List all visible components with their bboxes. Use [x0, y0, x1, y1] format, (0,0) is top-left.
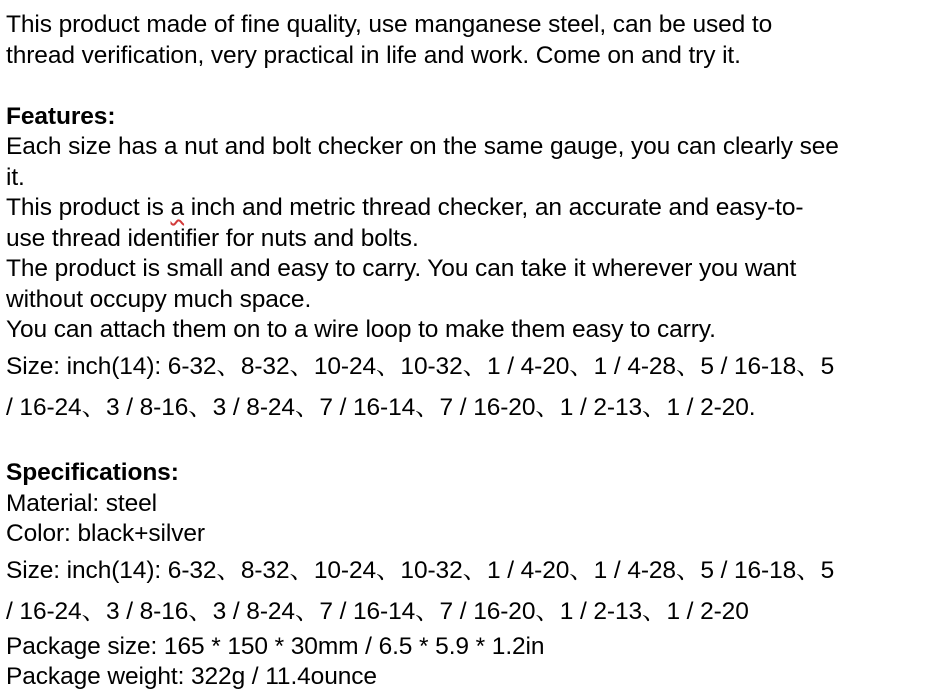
feature-size-line: Size: inch(14): 6-32、8-32、10-24、10-32、1 / 4-20、1 / 4-28、5 / 16-18、5: [6, 352, 835, 380]
intro-line-1: This product made of fine quality, use manganese steel, can be used to: [6, 11, 773, 38]
paragraph-gap: [6, 428, 938, 459]
spec-size-line: Size: inch(14): 6-32、8-32、10-24、10-32、1 / 4-20、1 / 4-28、5 / 16-18、5: [6, 556, 835, 584]
intro-line-2: thread verification, very practical in life and work. Come on and try it.: [6, 41, 741, 69]
spellcheck-flagged-word[interactable]: a: [170, 194, 185, 221]
feature-line: You can attach them on to a wire loop to make them easy to carry.: [6, 316, 716, 343]
spec-material: Material: steel: [6, 489, 158, 517]
feature-line: without occupy much space.: [6, 285, 312, 313]
feature-line: Each size has a nut and bolt checker on the same gauge, you can clearly see: [6, 133, 839, 160]
features-heading: Features:: [6, 102, 116, 130]
feature-line: it.: [6, 163, 25, 191]
spec-package-size: Package size: 165 * 150 * 30mm / 6.5 * 5.9 * 1.2in: [6, 632, 545, 660]
feature-line: The product is small and easy to carry. You can take it wherever you want: [6, 255, 797, 282]
spec-size-line: / 16-24、3 / 8-16、3 / 8-24、7 / 16-14、7 / 16-20、1 / 2-13、1 / 2-20: [6, 597, 749, 625]
feature-size-line: / 16-24、3 / 8-16、3 / 8-24、7 / 16-14、7 / 16-20、1 / 2-13、1 / 2-20.: [6, 393, 756, 421]
feature-text: inch and metric thread checker, an accurate and easy-to-: [184, 194, 804, 221]
paragraph-gap: [6, 71, 938, 102]
spec-package-weight: Package weight: 322g / 11.4ounce: [6, 663, 377, 690]
specifications-heading: Specifications:: [6, 459, 179, 486]
feature-line: use thread identifier for nuts and bolts.: [6, 224, 419, 252]
feature-text: This product is: [6, 194, 171, 221]
feature-line: [6, 193, 938, 224]
spec-color: Color: black+silver: [6, 520, 205, 547]
